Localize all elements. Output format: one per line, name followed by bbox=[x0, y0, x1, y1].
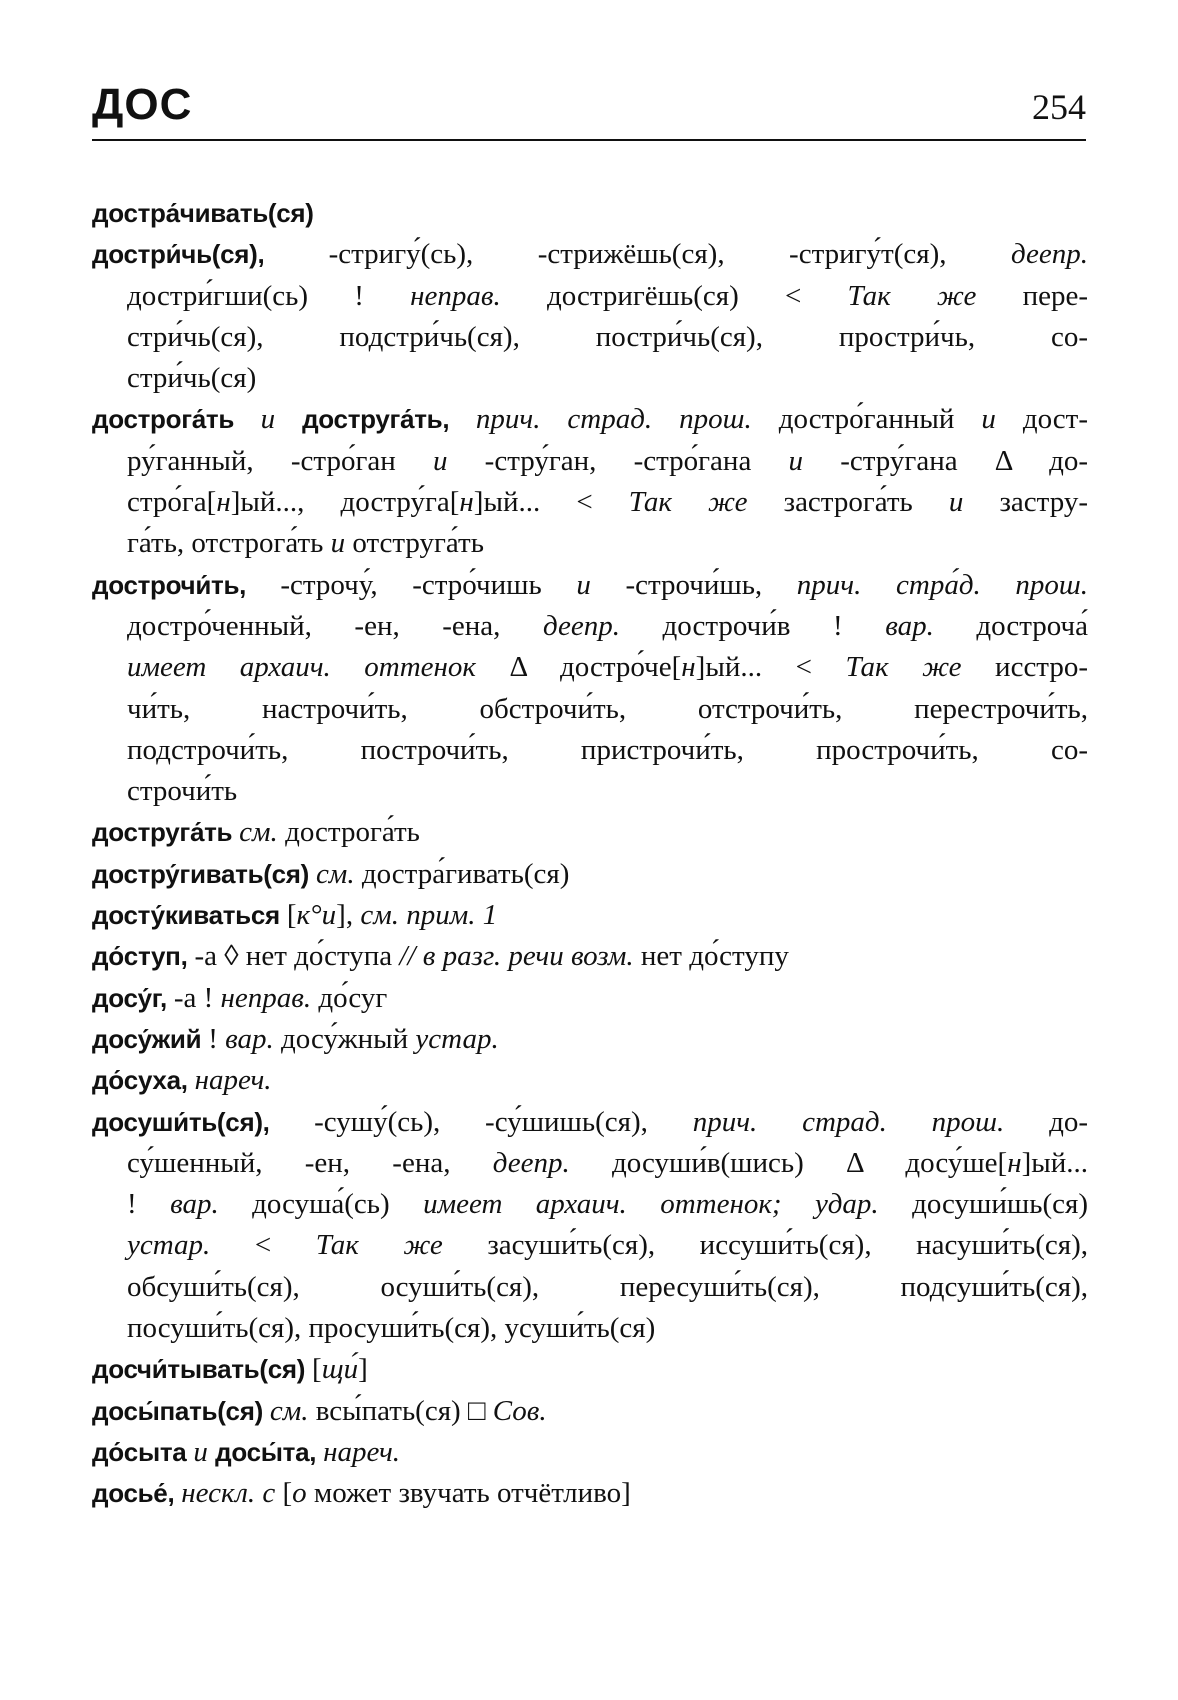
entry-continuation-line bbox=[92, 1225, 1088, 1266]
italic-label: см. bbox=[315, 857, 362, 890]
entry-text: всы́пать(ся) □ bbox=[315, 1394, 493, 1427]
italic-label: деепр. bbox=[542, 609, 663, 642]
italic-label: и bbox=[981, 403, 1023, 436]
entry-continuation-line bbox=[92, 441, 1088, 482]
entry-text: посуши́ть(ся), просуши́ть(ся), усуши́ть(ся) bbox=[127, 1312, 656, 1345]
entry-text: обсуши́ть(ся), осуши́ть(ся), пересуши́ть(ся), подсуши́ть(ся), bbox=[127, 1270, 1088, 1303]
italic-label: устар. bbox=[127, 1229, 255, 1262]
dictionary-entry bbox=[92, 234, 1088, 399]
dictionary-entry bbox=[92, 854, 1088, 895]
entry-headline bbox=[92, 1349, 1088, 1390]
italic-label: н bbox=[681, 651, 696, 684]
headword: досу́г, bbox=[92, 982, 174, 1013]
italic-label: нареч. bbox=[194, 1064, 272, 1097]
headword: до́сыта bbox=[92, 1436, 194, 1467]
entry-text: нет до́ступу bbox=[640, 940, 789, 973]
dictionary-entry bbox=[92, 1349, 1088, 1390]
entry-text: достро́ганный bbox=[778, 403, 982, 436]
entry-text: досуши́шь(ся) bbox=[912, 1188, 1088, 1221]
entry-continuation-line bbox=[92, 1267, 1088, 1308]
italic-label: и bbox=[260, 403, 303, 436]
entry-text: до́суг bbox=[318, 981, 388, 1014]
entry-text: засуши́ть(ся), иссуши́ть(ся), насуши́ть(ся), bbox=[487, 1229, 1088, 1262]
entry-continuation-line bbox=[92, 317, 1088, 358]
entry-headline bbox=[92, 854, 1088, 895]
entry-text: ! bbox=[208, 1022, 226, 1055]
entry-text: пере- bbox=[1022, 279, 1088, 312]
headword: достру́гивать(ся) bbox=[92, 858, 316, 889]
headword: досту́киваться bbox=[92, 900, 287, 931]
entry-headline bbox=[92, 193, 1088, 234]
entry-text: -а ! bbox=[173, 981, 221, 1014]
header-rule bbox=[92, 139, 1086, 141]
dictionary-entries bbox=[92, 193, 1088, 1515]
entry-text: -строчу́, -стро́чишь bbox=[280, 568, 577, 601]
entry-text: до- bbox=[1049, 1105, 1088, 1138]
entry-text: ]ый..., достру́га[ bbox=[230, 486, 460, 519]
entry-continuation-line bbox=[92, 482, 1088, 523]
entry-text: -строчи́шь, bbox=[625, 568, 797, 601]
italic-label: нескл. с bbox=[181, 1477, 283, 1510]
italic-label: см. bbox=[269, 1394, 316, 1427]
italic-label: и bbox=[193, 1435, 216, 1468]
headword: доструга́ть bbox=[92, 817, 240, 848]
entry-text: -стру́ган, -стро́гана bbox=[484, 444, 789, 477]
dictionary-entry bbox=[92, 1473, 1088, 1514]
entry-text: может звучать отчётливо] bbox=[313, 1477, 631, 1510]
entry-text: ]ый... bbox=[1021, 1146, 1088, 1179]
italic-label: и bbox=[330, 527, 353, 560]
entry-text: < bbox=[254, 1229, 316, 1262]
entry-headline bbox=[92, 234, 1088, 275]
headword: досу́жий bbox=[92, 1023, 209, 1054]
entry-headline bbox=[92, 1473, 1088, 1514]
italic-label: имеет архаич. оттенок bbox=[127, 651, 510, 684]
entry-text: достроча́ bbox=[976, 609, 1088, 642]
italic-label: и bbox=[948, 486, 1000, 519]
entry-text: ! bbox=[127, 1188, 171, 1221]
entry-text: -сушу́(сь), -су́шишь(ся), bbox=[314, 1105, 693, 1138]
headword: досы́та, bbox=[215, 1436, 324, 1467]
entry-text: га́ть, отстрога́ть bbox=[127, 527, 331, 560]
entry-continuation-line bbox=[92, 523, 1088, 564]
entry-text: достро́ченный, -ен, -ена, bbox=[127, 609, 543, 642]
entry-text: дост- bbox=[1022, 403, 1088, 436]
entry-text: ]ый... < bbox=[473, 486, 629, 519]
italic-label: Так же bbox=[315, 1229, 488, 1262]
entry-text: досу́жный bbox=[281, 1022, 416, 1055]
italic-label: Сов. bbox=[492, 1394, 547, 1427]
italic-label: деепр. bbox=[1010, 238, 1088, 271]
italic-label: о bbox=[292, 1477, 314, 1510]
entry-headline bbox=[92, 1019, 1088, 1060]
entry-headline bbox=[92, 1432, 1088, 1473]
entry-continuation-line bbox=[92, 1184, 1088, 1225]
italic-label: к°и bbox=[296, 899, 337, 932]
italic-label: прич. страд. прош. bbox=[692, 1105, 1050, 1138]
entry-text: стри́чь(ся) bbox=[127, 362, 257, 395]
dictionary-entry bbox=[92, 978, 1088, 1019]
entry-continuation-line bbox=[92, 771, 1088, 812]
dictionary-entry bbox=[92, 1391, 1088, 1432]
dictionary-entry bbox=[92, 895, 1088, 936]
entry-text: застру- bbox=[999, 486, 1088, 519]
entry-text: чи́ть, настрочи́ть, обстрочи́ть, отстрочи́ть, перестрочи́ть, bbox=[127, 692, 1088, 725]
running-head bbox=[92, 80, 1086, 136]
entry-text: подстрочи́ть, построчи́ть, пристрочи́ть, прострочи́ть, со- bbox=[127, 733, 1088, 766]
entry-headline bbox=[92, 1391, 1088, 1432]
entry-continuation-line bbox=[92, 606, 1088, 647]
dictionary-entry bbox=[92, 1060, 1088, 1101]
entry-text: достригёшь(ся) < bbox=[546, 279, 848, 312]
entry-headline bbox=[92, 812, 1088, 853]
headword: дострочи́ть, bbox=[92, 569, 281, 600]
entry-continuation-line bbox=[92, 647, 1088, 688]
entry-text: дострочи́в ! bbox=[662, 609, 886, 642]
entry-text: ] bbox=[358, 1353, 368, 1386]
headword: доструга́ть, bbox=[302, 404, 476, 435]
italic-label: Так же bbox=[628, 486, 784, 519]
italic-label: Так же bbox=[847, 279, 1023, 312]
italic-label: прич. стра́д. прош. bbox=[796, 568, 1088, 601]
headword: досуши́ть(ся), bbox=[92, 1106, 315, 1137]
entry-continuation-line bbox=[92, 1308, 1088, 1349]
italic-label: н bbox=[459, 486, 474, 519]
italic-label: неправ. bbox=[410, 279, 547, 312]
italic-label: см. прим. 1 bbox=[360, 899, 498, 932]
entry-continuation-line bbox=[92, 1143, 1088, 1184]
italic-label: прич. страд. прош. bbox=[475, 403, 779, 436]
entry-headline bbox=[92, 978, 1088, 1019]
entry-text: ], bbox=[336, 899, 361, 932]
headword: досы́пать(ся) bbox=[92, 1395, 270, 1426]
entry-continuation-line bbox=[92, 276, 1088, 317]
entry-text: -стру́гана Δ до- bbox=[840, 444, 1088, 477]
dictionary-entry bbox=[92, 1432, 1088, 1473]
running-head-word: ДОС bbox=[92, 80, 193, 129]
italic-label: и bbox=[788, 444, 841, 477]
italic-label: н bbox=[1007, 1146, 1022, 1179]
entry-text: досуши́в(шись) Δ досу́ше[ bbox=[612, 1146, 1008, 1179]
italic-label: и bbox=[432, 444, 485, 477]
entry-continuation-line bbox=[92, 358, 1088, 399]
entry-text: отструга́ть bbox=[352, 527, 484, 560]
italic-label: вар. bbox=[225, 1022, 281, 1055]
entry-text: застрога́ть bbox=[783, 486, 949, 519]
entry-headline bbox=[92, 399, 1088, 440]
entry-text: стро́га[ bbox=[127, 486, 217, 519]
entry-headline bbox=[92, 565, 1088, 606]
entry-text: исстро- bbox=[995, 651, 1088, 684]
italic-label: // в разг. речи возм. bbox=[399, 940, 641, 973]
entry-text: су́шенный, -ен, -ена, bbox=[127, 1146, 493, 1179]
headword: досчи́тывать(ся) bbox=[92, 1354, 313, 1385]
dictionary-entry bbox=[92, 936, 1088, 977]
italic-label: см. bbox=[239, 816, 286, 849]
dictionary-entry bbox=[92, 1019, 1088, 1060]
dictionary-entry bbox=[92, 1102, 1088, 1350]
headword: достра́чивать(ся) bbox=[92, 198, 314, 228]
entry-continuation-line bbox=[92, 730, 1088, 771]
entry-text: [ bbox=[286, 899, 297, 932]
dictionary-entry bbox=[92, 812, 1088, 853]
entry-text: ]ый... < bbox=[695, 651, 846, 684]
entry-text: -а ◊ нет до́ступа bbox=[194, 940, 400, 973]
entry-text: дострога́ть bbox=[285, 816, 420, 849]
page-number: 254 bbox=[1032, 87, 1086, 127]
italic-label: деепр. bbox=[492, 1146, 613, 1179]
italic-label: имеет архаич. оттенок; удар. bbox=[423, 1188, 913, 1221]
headword: до́ступ, bbox=[92, 941, 195, 972]
dictionary-entry bbox=[92, 399, 1088, 564]
entry-headline bbox=[92, 936, 1088, 977]
entry-headline bbox=[92, 1102, 1088, 1143]
italic-label: нареч. bbox=[323, 1435, 401, 1468]
italic-label: неправ. bbox=[220, 981, 319, 1014]
italic-label: вар. bbox=[170, 1188, 253, 1221]
headword: дострога́ть bbox=[92, 404, 261, 435]
entry-headline bbox=[92, 1060, 1088, 1101]
dictionary-entry bbox=[92, 193, 1088, 234]
entry-text: ру́ганный, -стро́ган bbox=[127, 444, 433, 477]
headword: достри́чь(ся), bbox=[92, 239, 329, 270]
italic-label: вар. bbox=[885, 609, 977, 642]
italic-label: устар. bbox=[415, 1022, 499, 1055]
italic-label: и bbox=[576, 568, 626, 601]
italic-label: н bbox=[216, 486, 231, 519]
entry-text: достри́гши(сь) ! bbox=[127, 279, 411, 312]
entry-text: досуша́(сь) bbox=[252, 1188, 424, 1221]
entry-text: [ bbox=[312, 1353, 322, 1386]
entry-continuation-line bbox=[92, 689, 1088, 730]
entry-text: достра́гивать(ся) bbox=[361, 857, 570, 890]
headword: досье́, bbox=[92, 1478, 182, 1509]
dictionary-entry bbox=[92, 565, 1088, 813]
entry-text: Δ достро́че[ bbox=[509, 651, 682, 684]
entry-text: -стригу́(сь), -стрижёшь(ся), -стригу́т(ся), bbox=[328, 238, 1011, 271]
italic-label: Так же bbox=[845, 651, 996, 684]
entry-text: [ bbox=[282, 1477, 293, 1510]
entry-headline bbox=[92, 895, 1088, 936]
headword: до́суха, bbox=[92, 1065, 195, 1096]
entry-text: стри́чь(ся), подстри́чь(ся), постри́чь(ся), простри́чь, со- bbox=[127, 320, 1088, 353]
italic-label: щи́ bbox=[321, 1353, 359, 1386]
entry-text: строчи́ть bbox=[127, 775, 238, 808]
